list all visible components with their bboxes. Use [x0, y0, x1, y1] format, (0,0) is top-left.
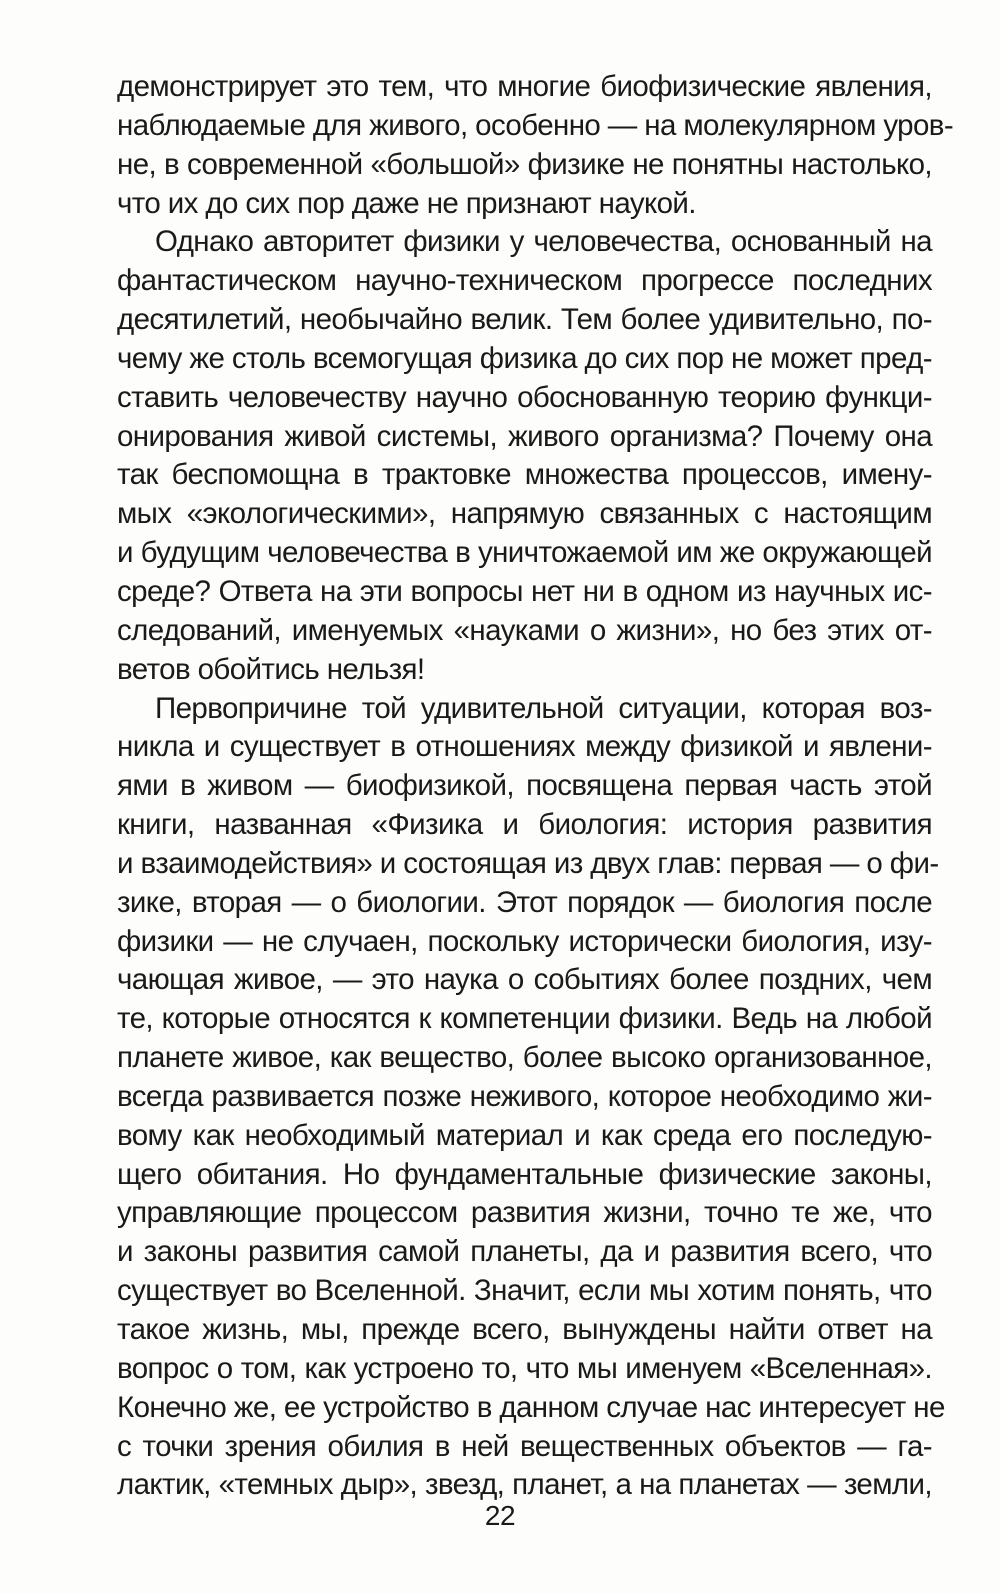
text-line: лактик, «темных дыр», звезд, планет, а на планетах — земли,: [117, 1468, 932, 1502]
text-line: и будущим человечества в уничтожаемой им же окружающей: [117, 536, 932, 570]
text-line: десятилетий, необычайно велик. Тем более удивительно, по-: [117, 303, 932, 337]
text-line: так беспомощна в трактовке множества процессов, имену-: [117, 458, 932, 492]
text-line: управляющие процессом развития жизни, точно те же, что: [117, 1196, 932, 1230]
text-line: существует во Вселенной. Значит, если мы хотим понять, что: [117, 1274, 932, 1308]
text-line: вому как необходимый материал и как среда его последую-: [117, 1118, 932, 1152]
text-line: с точки зрения обилия в ней вещественных объектов — га-: [117, 1429, 932, 1463]
page-number: 22: [484, 1500, 516, 1531]
text-line: такое жизнь, мы, прежде всего, вынуждены найти ответ на: [117, 1313, 932, 1346]
text-line: демонстрирует это тем, что многие биофизические явления,: [117, 70, 932, 103]
text-line: зике, вторая — о биологии. Этот порядок — биология после: [117, 885, 932, 919]
text-line: что их до сих пор даже не признают наукой.: [117, 186, 696, 220]
text-line: книги, названная «Физика и биология: история развития: [117, 808, 932, 842]
text-line: никла и существует в отношениях между физикой и явлени-: [117, 730, 932, 764]
text-line: среде? Ответа на эти вопросы нет ни в одном из научных ис-: [117, 574, 932, 608]
body-text: [117, 68, 954, 1505]
text-line: Первопричине той удивительной ситуации, которая воз-: [155, 691, 932, 725]
text-line: физики — не случаен, поскольку исторически биология, изу-: [117, 924, 932, 958]
text-line: Однако авторитет физики у человечества, основанный на: [155, 225, 932, 259]
text-line: те, которые относятся к компетенции физики. Ведь на любой: [117, 1002, 932, 1036]
text-line: наблюдаемые для живого, особенно — на молекулярном уров-: [117, 108, 954, 142]
text-line: чающая живое, — это наука о событиях более поздних, чем: [117, 963, 932, 997]
text-line: планете живое, как вещество, более высоко организованное,: [117, 1041, 932, 1075]
text-line: ставить человечеству научно обоснованную теорию функци-: [117, 380, 932, 414]
text-line: и законы развития самой планеты, да и развития всего, что: [117, 1235, 932, 1269]
text-line: чему же столь всемогущая физика до сих пор не может пред-: [117, 341, 932, 375]
text-line: Конечно же, ее устройство в данном случае нас интересует не: [117, 1390, 945, 1424]
text-line: щего обитания. Но фундаментальные физические законы,: [117, 1157, 932, 1191]
text-line: и взаимодействия» и состоящая из двух глав: первая — о фи-: [117, 846, 939, 880]
text-line: не, в современной «большой» физике не понятны настолько,: [117, 147, 932, 181]
text-line: мых «экологическими», напрямую связанных с настоящим: [117, 497, 932, 531]
text-line: фантастическом научно-техническом прогрессе последних: [117, 264, 932, 298]
text-line: всегда развивается позже неживого, которое необходимо жи-: [117, 1079, 932, 1113]
text-line: ями в живом — биофизикой, посвящена первая часть этой: [117, 769, 932, 803]
text-line: следований, именуемых «науками о жизни», но без этих от-: [117, 613, 932, 647]
text-line: онирования живой системы, живого организма? Почему она: [117, 419, 932, 453]
text-line: вопрос о том, как устроено то, что мы именуем «Вселенная».: [117, 1351, 932, 1385]
text-line: ветов обойтись нельзя!: [117, 652, 425, 686]
